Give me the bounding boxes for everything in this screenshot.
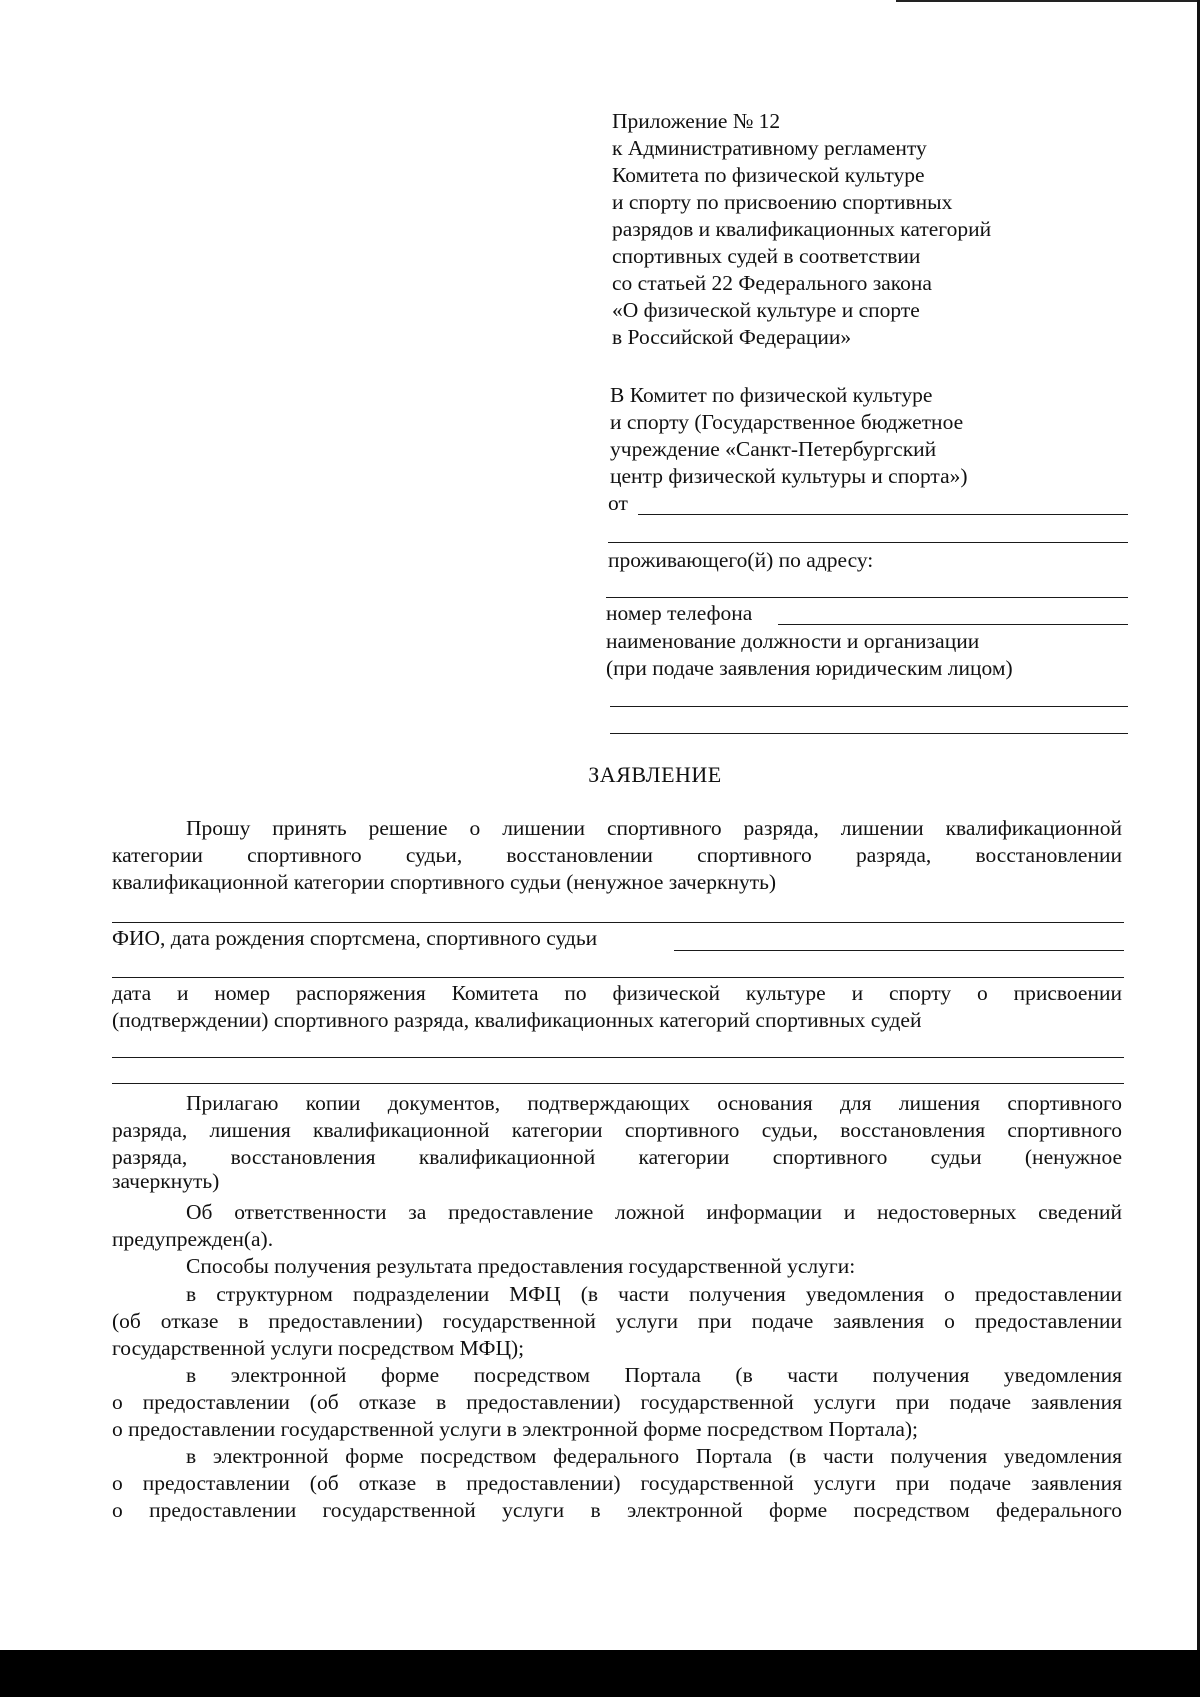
request-line: квалификационной категории спортивного судьи (ненужное зачеркнуть) xyxy=(112,870,777,894)
appendix-line: «О физической культуре и спорте xyxy=(612,298,920,322)
method-mfc-line: в структурном подразделении МФЦ (в части получения уведомления о предоставлении xyxy=(186,1282,1122,1306)
scan-top-edge xyxy=(896,0,1200,2)
request-field-line xyxy=(112,922,1124,923)
method-mfc-line: государственной услуги посредством МФЦ); xyxy=(112,1336,525,1360)
position-field-line xyxy=(610,706,1128,707)
scan-bottom-border xyxy=(0,1650,1200,1697)
fio-field-line xyxy=(674,950,1124,951)
from-field-line xyxy=(638,514,1128,515)
fio-label: ФИО, дата рождения спортсмена, спортивного судьи xyxy=(112,926,598,950)
appendix-line: разрядов и квалификационных категорий xyxy=(612,217,992,241)
attach-line: разряда, восстановления квалификационной категории спортивного судьи (ненужное xyxy=(112,1145,1122,1169)
appendix-line: и спорту по присвоению спортивных xyxy=(612,190,953,214)
phone-label: номер телефона xyxy=(606,601,753,625)
appendix-line: Приложение № 12 xyxy=(612,109,781,133)
document-title: ЗАЯВЛЕНИЕ xyxy=(588,762,722,787)
method-mfc-line: (об отказе в предоставлении) государственной услуги при подаче заявления о предоставлении xyxy=(112,1309,1122,1333)
order-field-line-2 xyxy=(112,1083,1124,1084)
request-line: Прошу принять решение о лишении спортивного разряда, лишении квалификационной xyxy=(186,816,1122,840)
methods-intro: Способы получения результата предоставления государственной услуги: xyxy=(186,1254,856,1278)
appendix-line: к Административному регламенту xyxy=(612,136,927,160)
addressee-line: и спорту (Государственное бюджетное xyxy=(610,410,964,434)
appendix-line: Комитета по физической культуре xyxy=(612,163,925,187)
appendix-line: со статьей 22 Федерального закона xyxy=(612,271,932,295)
addressee-line: центр физической культуры и спорта») xyxy=(610,464,968,488)
attach-line: Прилагаю копии документов, подтверждающих основания для лишения спортивного xyxy=(186,1091,1122,1115)
method-federal-line: о предоставлении государственной услуги в электронной форме посредством федерального xyxy=(112,1498,1122,1522)
address-label: проживающего(й) по адресу: xyxy=(608,548,874,572)
phone-field-line xyxy=(778,624,1128,625)
attach-line: разряда, лишения квалификационной категории спортивного судьи, восстановления спортивного xyxy=(112,1118,1122,1142)
method-federal-line: в электронной форме посредством федерального Портала (в части получения уведомления xyxy=(186,1444,1122,1468)
position-line: (при подаче заявления юридическим лицом) xyxy=(606,656,1013,680)
request-line: категории спортивного судьи, восстановлении спортивного разряда, восстановлении xyxy=(112,843,1122,867)
order-field-line xyxy=(112,1057,1124,1058)
order-line: дата и номер распоряжения Комитета по физической культуре и спорту о присвоении xyxy=(112,981,1122,1005)
position-field-line-2 xyxy=(610,733,1128,734)
liability-line: Об ответственности за предоставление ложной информации и недостоверных сведений xyxy=(186,1200,1122,1224)
method-portal-line: о предоставлении государственной услуги в электронной форме посредством Портала); xyxy=(112,1417,919,1441)
appendix-line: спортивных судей в соответствии xyxy=(612,244,921,268)
liability-line: предупрежден(а). xyxy=(112,1227,274,1251)
appendix-line: в Российской Федерации» xyxy=(612,325,852,349)
method-portal-line: в электронной форме посредством Портала (в части получения уведомления xyxy=(186,1363,1122,1387)
attach-line: зачеркнуть) xyxy=(112,1169,220,1193)
from-label: от xyxy=(608,491,628,515)
address-field-line xyxy=(606,597,1128,598)
addressee-line: учреждение «Санкт-Петербургский xyxy=(610,437,937,461)
position-line: наименование должности и организации xyxy=(606,629,980,653)
method-portal-line: о предоставлении (об отказе в предоставлении) государственной услуги при подаче заявления xyxy=(112,1390,1122,1414)
addressee-line: В Комитет по физической культуре xyxy=(610,383,933,407)
from-field-line-2 xyxy=(608,542,1128,543)
method-federal-line: о предоставлении (об отказе в предоставлении) государственной услуги при подаче заявления xyxy=(112,1471,1122,1495)
order-line: (подтверждении) спортивного разряда, квалификационных категорий спортивных судей xyxy=(112,1008,922,1032)
fio-field-line-2 xyxy=(112,977,1124,978)
